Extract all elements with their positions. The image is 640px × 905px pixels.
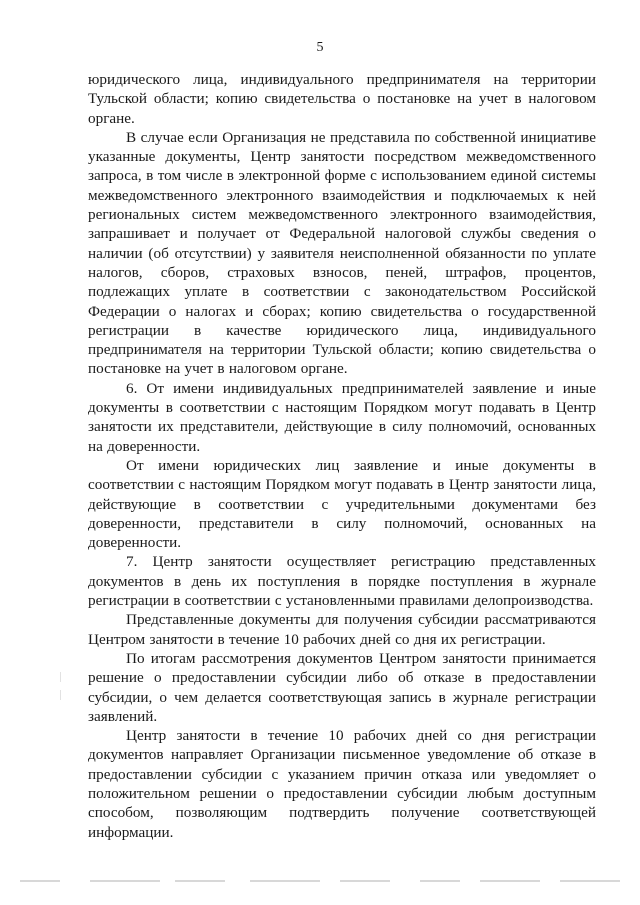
scan-margin-mark [60,690,61,700]
page-number: 5 [316,40,324,55]
scan-bottom-edge [0,880,640,884]
paragraph-review-period: Представленные документы для получения субсидии рассматриваются Центром занятости в течение 10 рабочих дней со дня их регистрации. [88,611,596,648]
paragraph-item-7: 7. Центр занятости осуществляет регистрацию представленных документов в день их поступления в порядке поступления в журнале регистрации в соответствии с установленными правилами делопроизводства. [88,553,596,610]
document-body [88,70,596,842]
scan-margin-mark [60,672,61,682]
paragraph-notification: Центр занятости в течение 10 рабочих дней со дня регистрации документов направляет Организации письменное уведомление об отказе в предоставлении субсидии с указанием причин отказа или уведомляет о положительном решении о предоставлении субсидии любым доступным способом, позволяющим подтвердить получение соответствующей информации. [88,727,596,841]
paragraph-item-6: 6. От имени индивидуальных предпринимателей заявление и иные документы в соответствии с настоящим Порядком могут подавать в Центр занятости их представители, действующие в силу полномочий, основанных на доверенности. [88,379,596,455]
paragraph-legal-entities: От имени юридических лиц заявление и иные документы в соответствии с настоящим Порядком могут подавать в Центр занятости лица, действующие в соответствии с учредительными документами без доверенности, представители в силу полномочий, основанных на доверенности. [88,456,596,552]
paragraph-interagency-request: В случае если Организация не представила по собственной инициативе указанные документы, Центр занятости посредством межведомственного запроса, в том числе в электронной форме с использованием единой системы межведомственного электронного взаимодействия и подключаемых к ней региональных систем межведомственного электронного взаимодействия, запрашивает и получает от Федеральной налоговой службы сведения о наличии (об отсутствии) у заявителя неисполненной обязанности по уплате налогов, сборов, страховых взносов, пеней, штрафов, процентов, подлежащих уплате в соответствии с законодательством Российской Федерации о налогах и сборах; копию свидетельства о государственной регистрации в качестве юридического лица, индивидуального предпринимателя на территории Тульской области; копию свидетельства о постановке на учет в налоговом органе. [88,128,596,378]
paragraph-decision: По итогам рассмотрения документов Центром занятости принимается решение о предоставлении субсидии либо об отказе в предоставлении субсидии, о чем делается соответствующая запись в журнале регистрации заявлений. [88,649,596,725]
paragraph-continuation: юридического лица, индивидуального предпринимателя на территории Тульской области; копию свидетельства о постановке на учет в налоговом органе. [88,71,596,127]
